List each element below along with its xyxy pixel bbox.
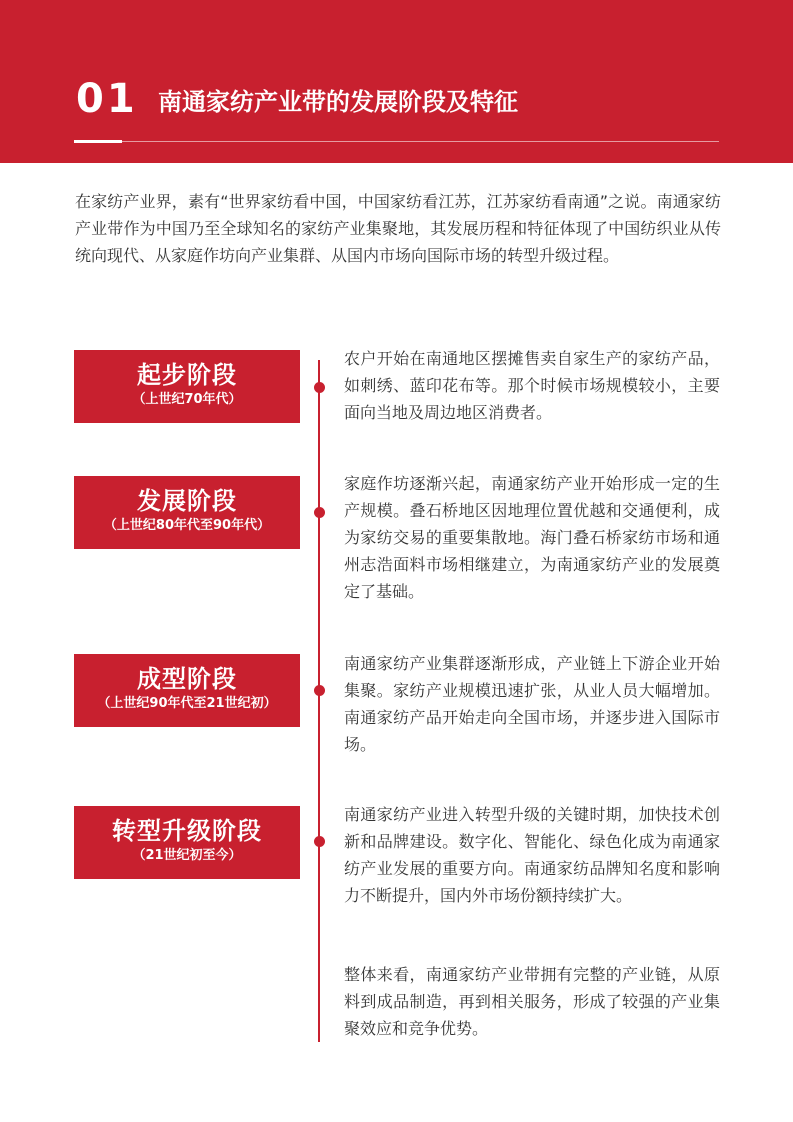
stage-title: 起步阶段 bbox=[137, 361, 237, 389]
stage-title: 转型升级阶段 bbox=[112, 817, 262, 845]
header-divider bbox=[74, 141, 719, 142]
stage-period: （21世纪初至今） bbox=[132, 848, 242, 863]
timeline-dot-1 bbox=[314, 382, 325, 393]
section-number: 01 bbox=[76, 76, 138, 122]
stage-description-4: 南通家纺产业进入转型升级的关键时期，加快技术创新和品牌建设。数字化、智能化、绿色化成为南通家纺产业发展的重要方向。南通家纺品牌知名度和影响力不断提升，国内外市场份额持续扩大。 bbox=[344, 805, 720, 905]
stage-box-1 bbox=[74, 350, 300, 423]
stage-title: 成型阶段 bbox=[137, 665, 237, 693]
stage-title: 发展阶段 bbox=[137, 487, 237, 515]
stage-box-3 bbox=[74, 654, 300, 727]
section-title: 南通家纺产业带的发展阶段及特征 bbox=[158, 88, 518, 116]
conclusion-paragraph: 整体来看，南通家纺产业带拥有完整的产业链，从原料到成品制造，再到相关服务，形成了较强的产业集聚效应和竞争优势。 bbox=[344, 965, 720, 1038]
stage-description-1: 农户开始在南通地区摆摊售卖自家生产的家纺产品，如刺绣、蓝印花布等。那个时候市场规模较小，主要面向当地及周边地区消费者。 bbox=[344, 349, 720, 422]
timeline-dot-3 bbox=[314, 685, 325, 696]
stage-box-4 bbox=[74, 806, 300, 879]
stage-description-3: 南通家纺产业集群逐渐形成，产业链上下游企业开始集聚。家纺产业规模迅速扩张，从业人员大幅增加。南通家纺产品开始走向全国市场，并逐步进入国际市场。 bbox=[344, 654, 720, 754]
header-banner bbox=[0, 0, 793, 163]
stage-description-2: 家庭作坊逐渐兴起，南通家纺产业开始形成一定的生产规模。叠石桥地区因地理位置优越和交通便利，成为家纺交易的重要集散地。海门叠石桥家纺市场和通州志浩面料市场相继建立，为南通家纺产业的发展奠定了基础。 bbox=[344, 474, 720, 601]
stage-period: （上世纪70年代） bbox=[132, 392, 242, 407]
timeline-dot-2 bbox=[314, 507, 325, 518]
intro-paragraph: 在家纺产业界，素有“世界家纺看中国，中国家纺看江苏，江苏家纺看南通”之说。南通家纺产业带作为中国乃至全球知名的家纺产业集聚地，其发展历程和特征体现了中国纺织业从传统向现代、从家庭作坊向产业集群、从国内市场向国际市场的转型升级过程。 bbox=[75, 192, 721, 265]
stage-period: （上世纪90年代至21世纪初） bbox=[97, 696, 277, 711]
timeline-dot-4 bbox=[314, 836, 325, 847]
stage-period: （上世纪80年代至90年代） bbox=[103, 518, 271, 533]
header-divider-accent bbox=[74, 140, 122, 143]
timeline-line bbox=[318, 360, 320, 1042]
stage-box-2 bbox=[74, 476, 300, 549]
